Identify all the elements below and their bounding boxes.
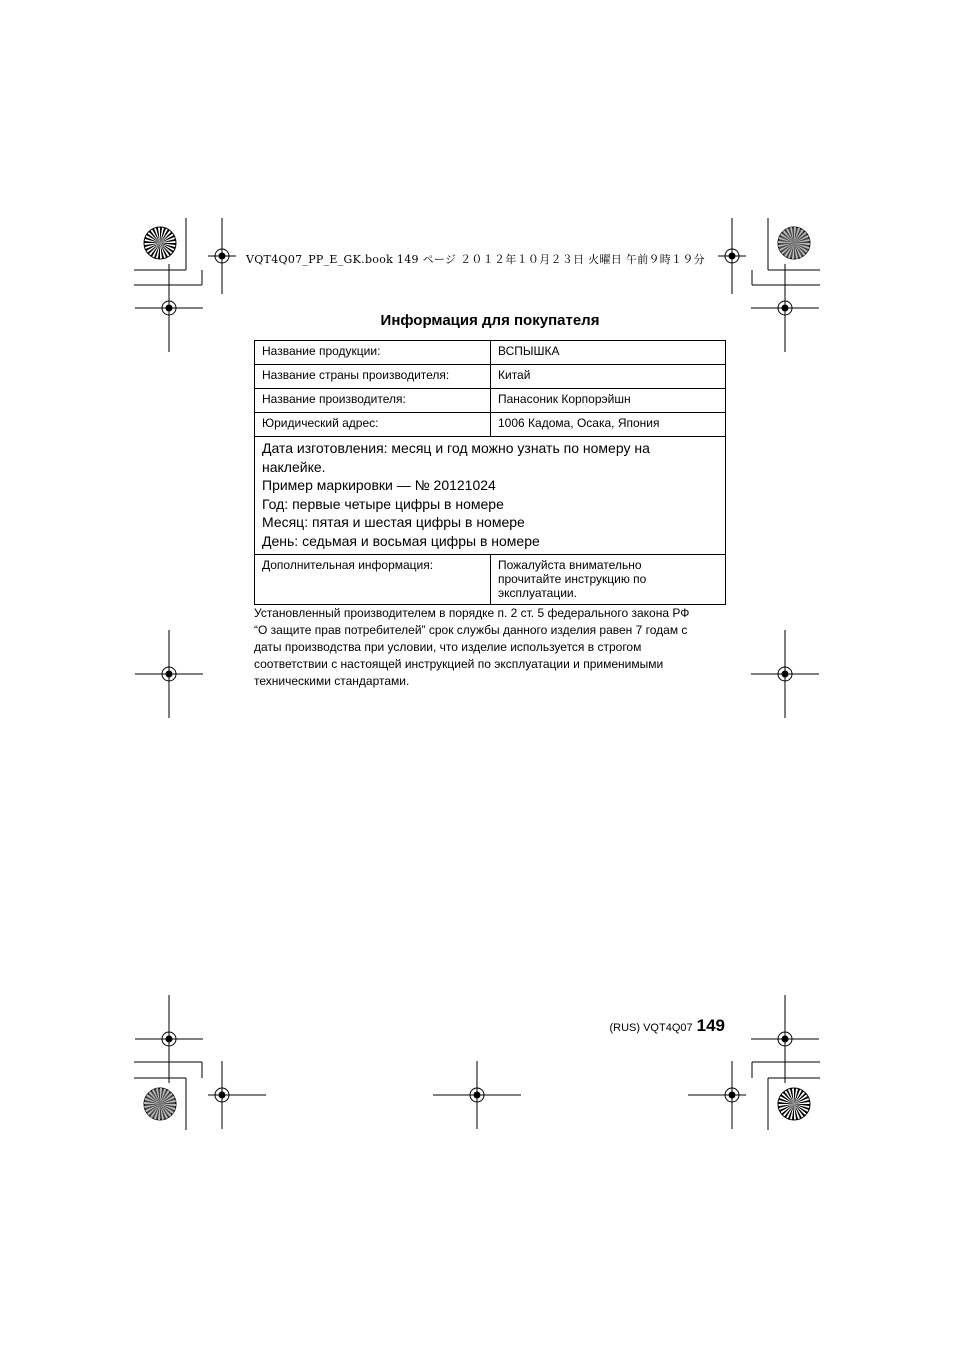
date-info-line: День: седьмая и восьмая цифры в номере <box>262 532 540 549</box>
date-info-line: Месяц: пятая и шестая цифры в номере <box>262 514 525 531</box>
row-label: Название страны производителя: <box>255 365 491 389</box>
row-label: Название производителя: <box>255 389 491 413</box>
date-info-line: Дата изготовления: месяц и год можно узнать по номеру на <box>262 440 650 456</box>
starburst-target <box>778 227 810 259</box>
table-row <box>255 389 726 413</box>
table-row <box>255 413 726 437</box>
page-number: 149 <box>696 1016 725 1035</box>
row-value-line: Пожалуйста внимательно <box>498 557 642 572</box>
row-label: Дополнительная информация: <box>255 554 491 604</box>
note-line: “О защите прав потребителей” срок службы данного изделия равен 7 годам с <box>254 623 688 637</box>
page-title: Информация для покупателя <box>380 312 600 329</box>
date-info-cell <box>255 437 726 555</box>
row-value: 1006 Кадома, Осака, Япония <box>491 413 726 437</box>
table-row <box>255 341 726 365</box>
note-line: даты производства при условии, что изделие используется в строгом <box>254 640 642 654</box>
table-row <box>255 554 726 604</box>
row-label: Юридический адрес: <box>255 413 491 437</box>
date-info-line: Пример маркировки — № 20121024 <box>262 477 496 494</box>
print-header: VQT4Q07_PP_E_GK.book 149 ページ ２０１２年１０月２３日 火曜日 午前９時１９分 <box>246 253 705 266</box>
service-life-note <box>254 605 734 690</box>
row-value: ВСПЫШКА <box>491 341 726 365</box>
row-value <box>491 554 726 604</box>
starburst-target <box>144 1088 176 1120</box>
note-line: техническими стандартами. <box>254 674 410 688</box>
row-value: Китай <box>491 365 726 389</box>
registration-mark <box>208 1061 266 1129</box>
row-value: Панасоник Корпорэйшн <box>491 389 726 413</box>
page-footer <box>609 1016 725 1036</box>
table-row <box>255 365 726 389</box>
customer-info-table <box>254 340 726 605</box>
note-line: соответствии с настоящей инструкцией по эксплуатации и применимыми <box>254 657 664 671</box>
date-info-line: наклейке. <box>262 458 326 475</box>
row-value-line: прочитайте инструкцию по <box>498 571 647 586</box>
row-value-line: эксплуатации. <box>498 585 577 600</box>
starburst-target <box>144 227 176 259</box>
table-row-date-info <box>255 437 726 555</box>
registration-mark <box>688 1061 746 1129</box>
row-label: Название продукции: <box>255 341 491 365</box>
starburst-target <box>778 1088 810 1120</box>
model-code: (RUS) VQT4Q07 <box>609 1022 693 1034</box>
note-line: Установленный производителем в порядке п. 2 ст. 5 федерального закона РФ <box>254 606 690 620</box>
date-info-line: Год: первые четыре цифры в номере <box>262 495 504 512</box>
